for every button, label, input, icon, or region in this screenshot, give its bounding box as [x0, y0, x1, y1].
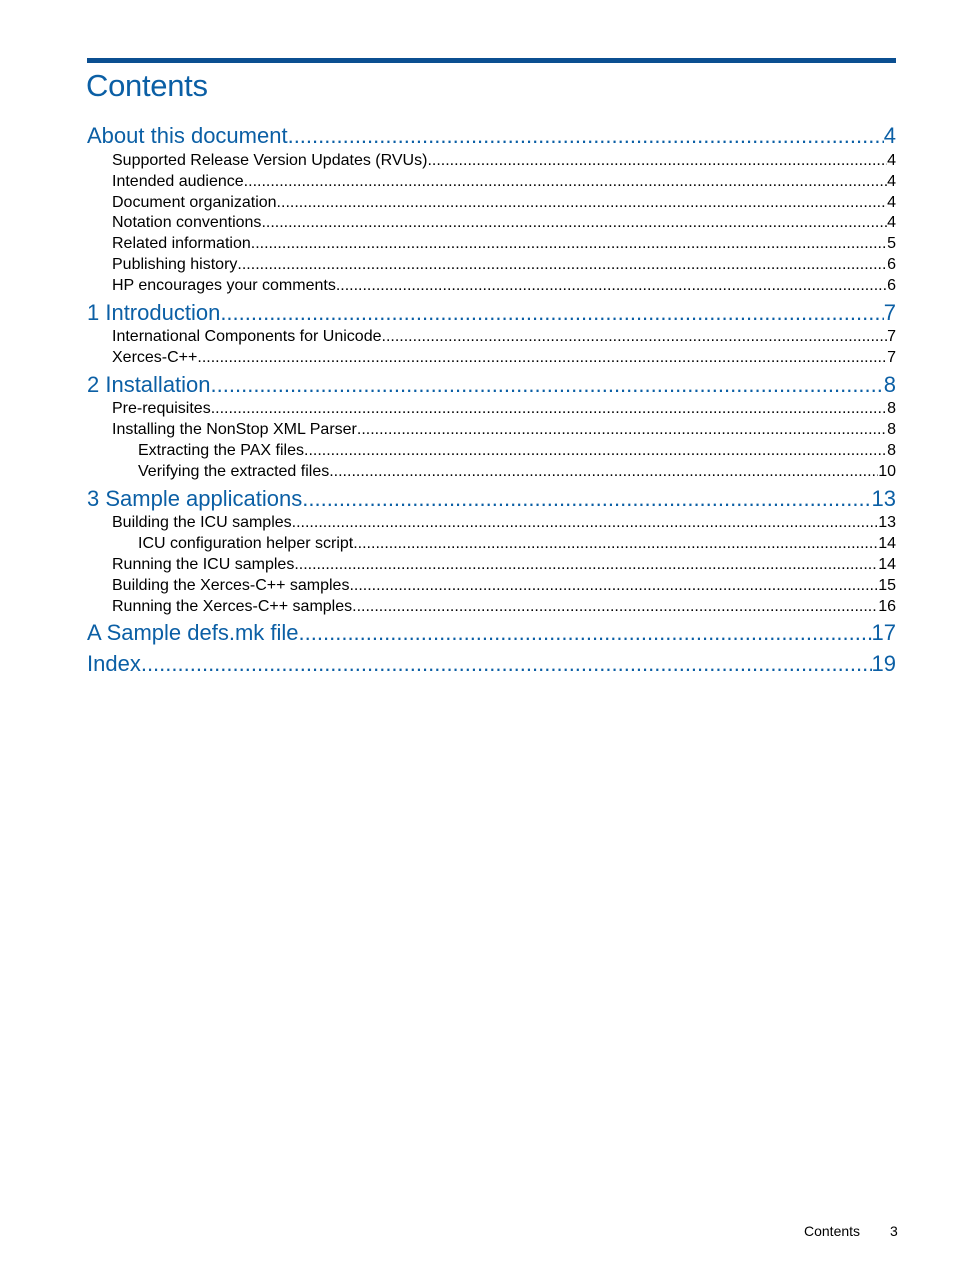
toc-entry-label: Pre-requisites: [112, 400, 211, 417]
toc-leader: [329, 462, 878, 482]
toc-entry-label: Verifying the extracted files: [138, 463, 330, 480]
toc-entry-label: Supported Release Version Updates (RVUs): [112, 152, 428, 169]
toc-entry-label: Running the Xerces-C++ samples: [112, 598, 353, 615]
toc-leader: [353, 534, 878, 554]
toc-entry-label: About this document: [87, 123, 288, 148]
toc-entry-icu-config-script[interactable]: [138, 534, 896, 554]
toc-entry-page: 4: [887, 173, 896, 190]
toc-entry-label: Building the Xerces-C++ samples: [112, 577, 350, 594]
toc-entry-page: 7: [887, 328, 896, 345]
toc-leader: [141, 651, 872, 677]
toc-entry-index[interactable]: [87, 651, 896, 677]
toc-entry-intended-audience[interactable]: [112, 172, 896, 192]
toc-entry-label: Document organization: [112, 194, 277, 211]
toc-entry-page: 8: [887, 400, 896, 417]
toc-entry-page: 17: [871, 620, 896, 645]
toc-leader: [288, 123, 884, 149]
toc-entry-page: 7: [883, 300, 896, 325]
toc-entry-page: 8: [883, 372, 896, 397]
toc-entry-label: 3 Sample applications: [87, 486, 303, 511]
toc-leader: [237, 255, 887, 275]
toc-entry-verifying-files[interactable]: [138, 462, 896, 482]
toc-entry-label: Xerces-C++: [112, 349, 198, 366]
toc-leader: [304, 441, 887, 461]
toc-entry-label: International Components for Unicode: [112, 328, 382, 345]
toc-entry-introduction[interactable]: [87, 300, 896, 326]
toc-entry-page: 14: [878, 535, 896, 552]
toc-entry-page: 10: [878, 463, 896, 480]
toc-leader: [336, 276, 887, 296]
toc-entry-page: 5: [887, 235, 896, 252]
toc-entry-building-icu-samples[interactable]: [112, 513, 896, 533]
toc-entry-label: Index: [87, 651, 141, 676]
toc-entry-page: 16: [878, 598, 896, 615]
toc-entry-about-this-document[interactable]: [87, 123, 896, 149]
toc-leader: [357, 420, 887, 440]
toc-leader: [220, 300, 883, 326]
toc-entry-publishing-history[interactable]: [112, 255, 896, 275]
toc-entry-notation-conventions[interactable]: [112, 213, 896, 233]
toc-entry-installing-parser[interactable]: [112, 420, 896, 440]
toc-entry-page: 13: [878, 514, 896, 531]
toc-entry-label: 2 Installation: [87, 372, 211, 397]
toc-leader: [292, 513, 879, 533]
toc-entry-label: Publishing history: [112, 256, 238, 273]
toc-entry-label: Notation conventions: [112, 214, 262, 231]
toc-entry-extracting-pax[interactable]: [138, 441, 896, 461]
toc-entry-label: Intended audience: [112, 173, 244, 190]
toc-entry-xerces[interactable]: [112, 348, 896, 368]
toc-entry-page: 6: [887, 277, 896, 294]
toc-entry-page: 4: [887, 214, 896, 231]
toc-entry-page: 6: [887, 256, 896, 273]
toc-entry-label: Installing the NonStop XML Parser: [112, 421, 357, 438]
toc-entry-sample-applications[interactable]: [87, 486, 896, 512]
toc-entry-page: 8: [887, 442, 896, 459]
toc-leader: [427, 151, 887, 171]
toc-leader: [299, 620, 872, 646]
toc-entry-installation[interactable]: [87, 372, 896, 398]
toc-leader: [261, 213, 887, 233]
toc-entry-label: A Sample defs.mk file: [87, 620, 299, 645]
toc-entry-page: 14: [878, 556, 896, 573]
toc-entry-hp-encourages-comments[interactable]: [112, 276, 896, 296]
top-rule: [87, 58, 896, 63]
toc-leader: [251, 234, 887, 254]
toc-entry-page: 4: [887, 152, 896, 169]
toc-leader: [302, 486, 871, 512]
toc-leader: [211, 399, 887, 419]
toc-entry-sample-defs-mk[interactable]: [87, 620, 896, 646]
toc-entry-label: Running the ICU samples: [112, 556, 295, 573]
toc-entry-page: 13: [871, 486, 896, 511]
toc-entry-pre-requisites[interactable]: [112, 399, 896, 419]
toc-entry-page: 19: [871, 651, 896, 676]
toc-entry-supported-rvus[interactable]: [112, 151, 896, 171]
toc-entry-page: 15: [878, 577, 896, 594]
toc-entry-running-icu-samples[interactable]: [112, 555, 896, 575]
toc-entry-building-xerces-samples[interactable]: [112, 576, 896, 596]
page-footer: [804, 1222, 898, 1240]
toc-entry-running-xerces-samples[interactable]: [112, 597, 896, 617]
toc-entry-related-information[interactable]: [112, 234, 896, 254]
toc-entry-page: 4: [883, 123, 896, 148]
page-title: Contents: [86, 68, 208, 103]
toc-leader: [211, 372, 884, 398]
footer-page-number: 3: [890, 1223, 898, 1239]
toc-entry-page: 4: [887, 194, 896, 211]
toc-leader: [277, 193, 888, 213]
toc-entry-label: Related information: [112, 235, 251, 252]
toc-leader: [244, 172, 887, 192]
toc-entry-label: Extracting the PAX files: [138, 442, 304, 459]
toc-entry-label: 1 Introduction: [87, 300, 221, 325]
toc-leader: [382, 327, 888, 347]
toc-leader: [197, 348, 887, 368]
toc-entry-icu[interactable]: [112, 327, 896, 347]
toc-entry-label: Building the ICU samples: [112, 514, 292, 531]
toc-entry-label: HP encourages your comments: [112, 277, 336, 294]
toc-leader: [294, 555, 878, 575]
toc-entry-page: 7: [887, 349, 896, 366]
footer-section-name: Contents: [804, 1223, 861, 1239]
toc-entry-document-organization[interactable]: [112, 193, 896, 213]
toc-leader: [352, 597, 878, 617]
toc-entry-label: ICU configuration helper script: [138, 535, 354, 552]
toc-leader: [349, 576, 878, 596]
toc-entry-page: 8: [887, 421, 896, 438]
